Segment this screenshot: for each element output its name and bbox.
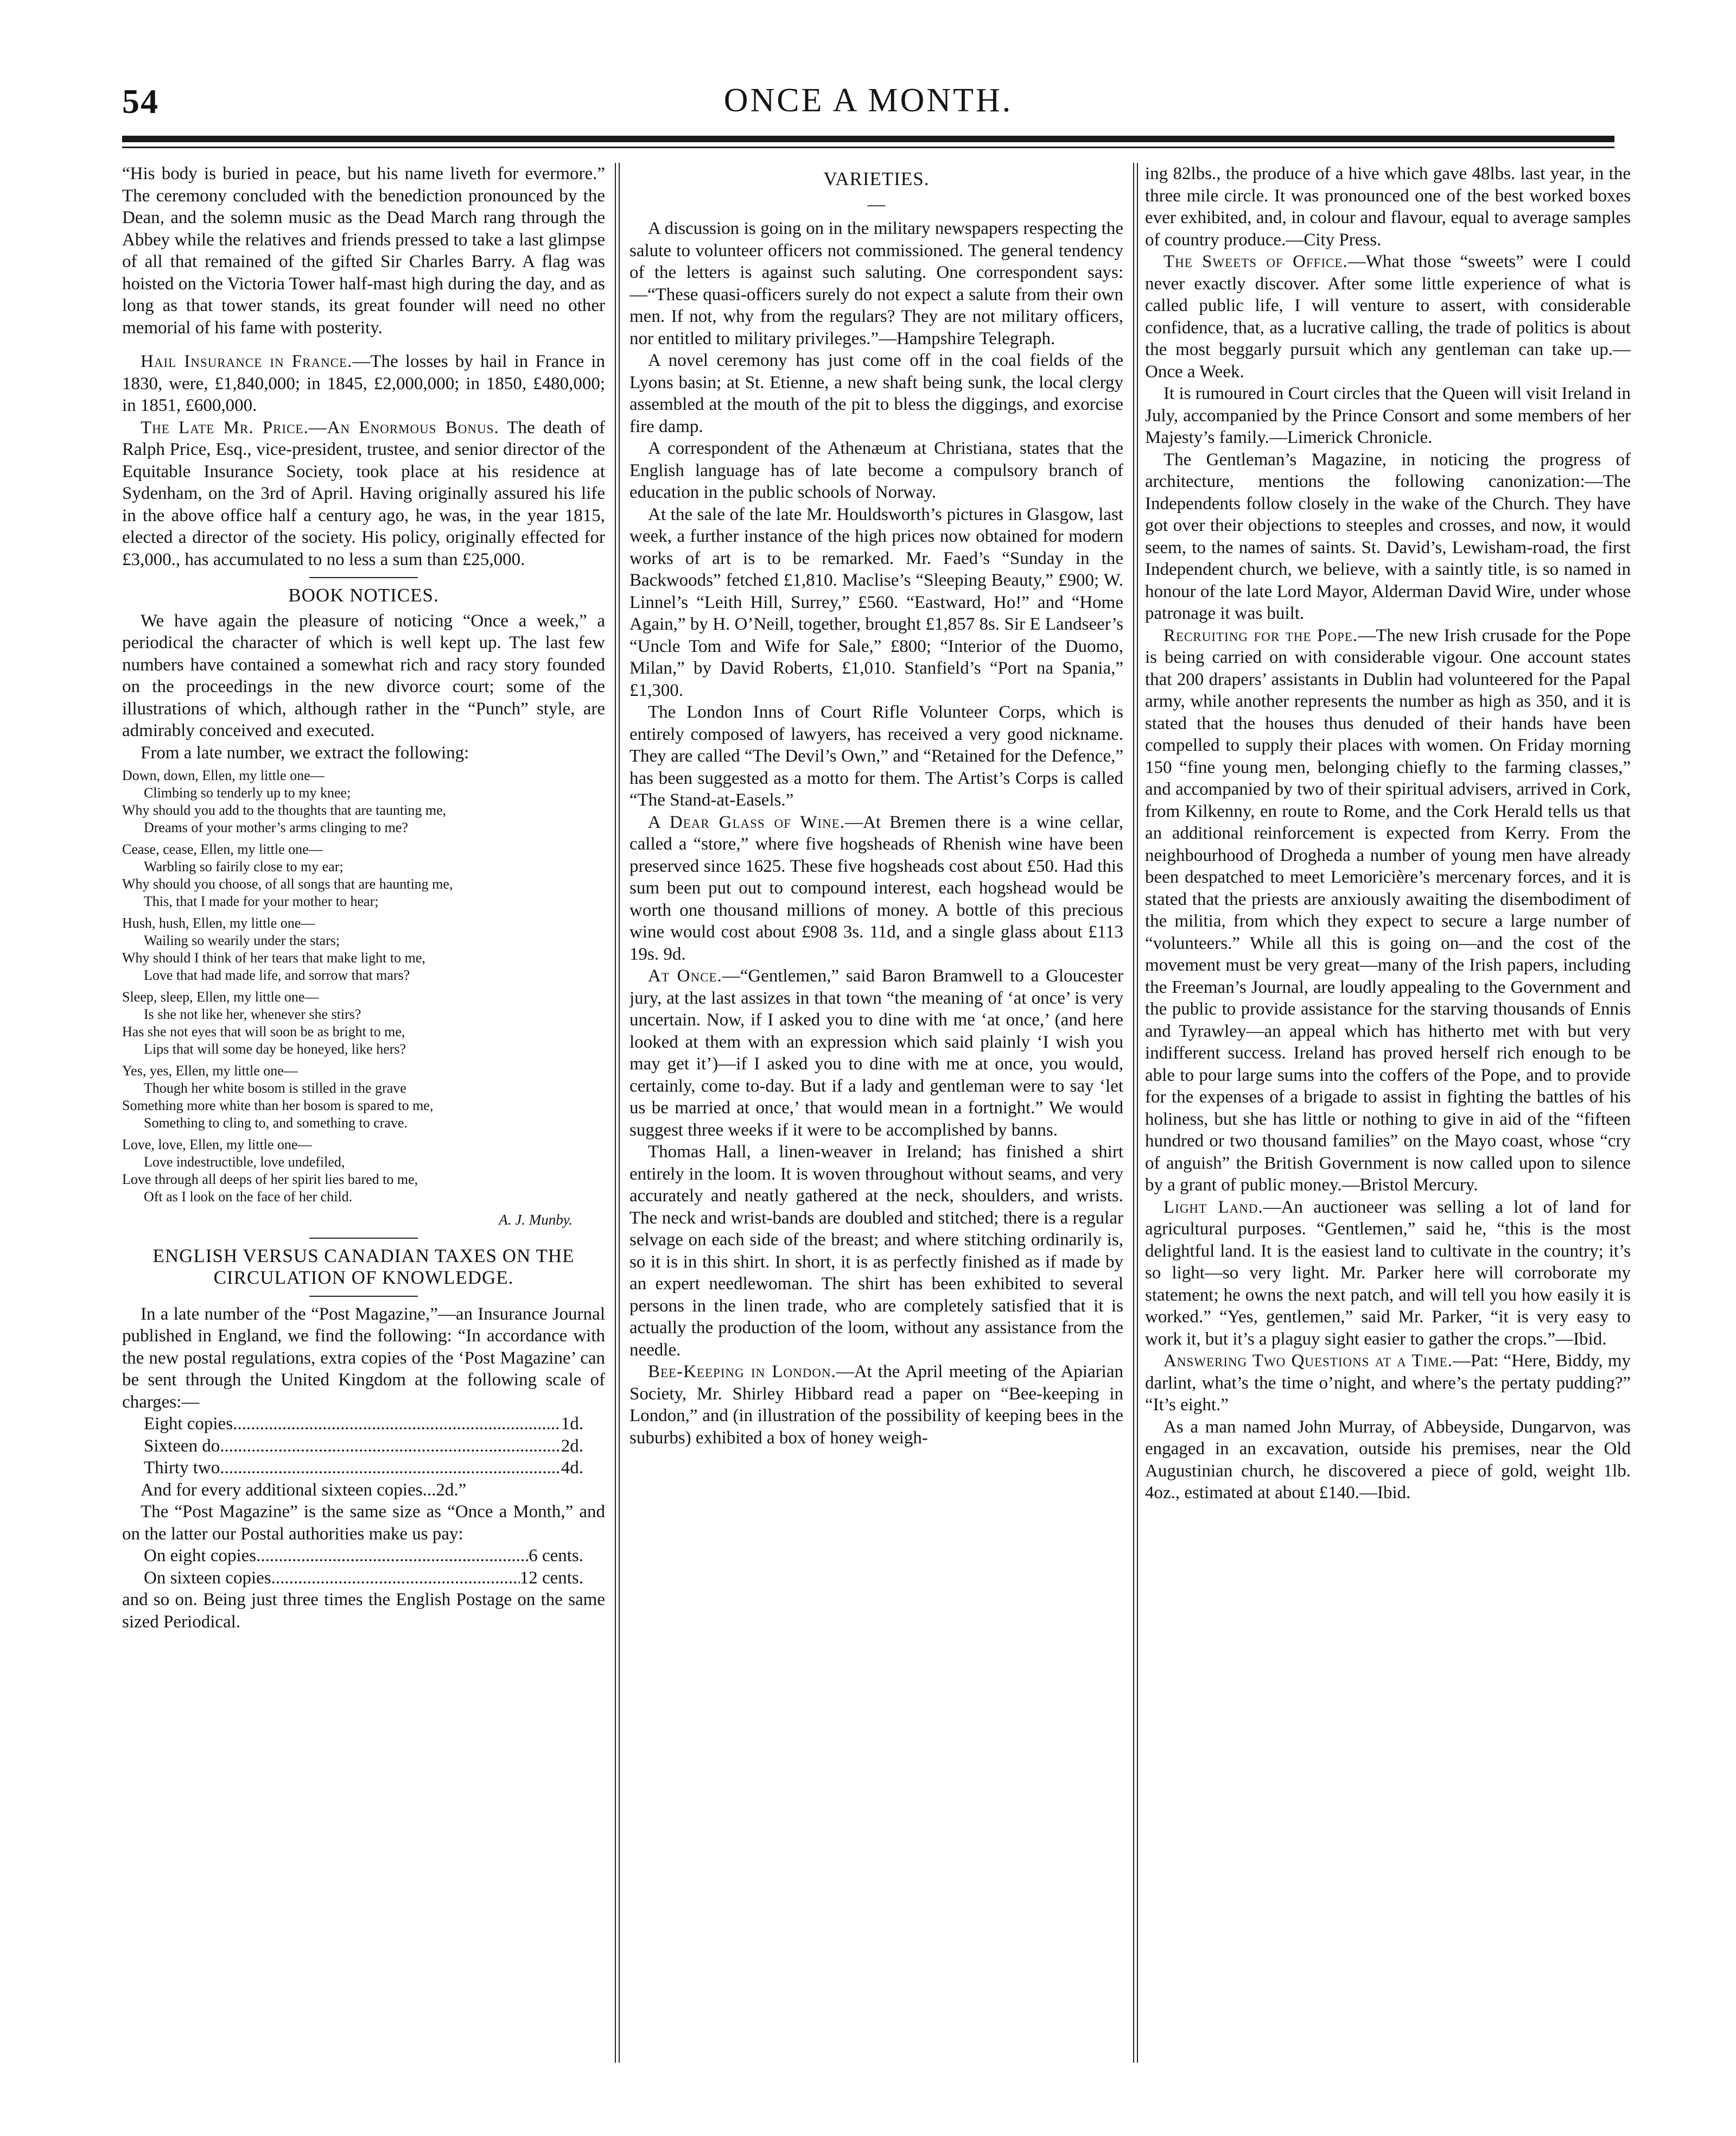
page-header [122, 81, 1614, 125]
heading-book-notices: BOOK NOTICES. [288, 585, 439, 606]
poem-line: Something more white than her bosom is spared to me, [122, 1098, 434, 1113]
poem-stanza-break [122, 1132, 605, 1136]
header-rule-thick [122, 136, 1614, 142]
poem-line: Why should I think of her tears that make light to me, [122, 950, 425, 966]
article-abbey-funeral: “His body is buried in peace, but his name liveth for evermore.” The ceremony concluded with the benediction pronounced by the Dean, and the solemn music as the Dead March rang through the Abbey while the relatives and friends pressed to take a last glimpse of all that remained of the gifted Sir Charles Barry. A flag was hoisted on the Victoria Tower half-mast high during the day, and as long as that tower stands, its great founder will need no other memorial of his fame with posterity. [122, 164, 605, 338]
article-at-once: At Once.—“Gentlemen,” said Baron Bramwell to a Gloucester jury, at the last assizes in that town “the meaning of ‘at once’ is very uncertain. Now, if I asked you to dine with me ‘at once,’ (and here looked at them with an expression which said plainly ‘I wish you may get it’)—if I asked you to dine with me at once, you would, certainly, come to-day. But if a lady and gentleman were to say ‘let us be married at once,’ that would mean in a fortnight.” We would suggest three weeks if it were to be accomplished by banns. [629, 966, 1123, 1140]
poem-line: Cease, cease, Ellen, my little one— [122, 841, 323, 857]
article-athenaeum: A correspondent of the Athenæum at Christiana, states that the English language has of late become a compulsory branch of education in the public schools of Norway. [629, 439, 1123, 502]
lead-dear-glass-of-wine: A Dear Glass of Wine. [648, 812, 845, 832]
book-notices-intro: From a late number, we extract the following: [141, 743, 469, 763]
lead-recruiting-for-pope: Recruiting for the Pope. [1163, 625, 1358, 645]
poem-line: Why should you add to the thoughts that are taunting me, [122, 802, 447, 818]
article-linen-shirt: Thomas Hall, a linen-weaver in Ireland; has finished a shirt entirely in the loom. It is woven throughout without seams, and very accurately and neatly gathered at the neck, shoulders, and wrists. The neck and wrist-bands are doubled and stitched; there is a regular selvage on each side of the breast; and where stitching ordinarily is, so it is in this shirt. In short, it is as perfectly finished as if made by an expert needlewoman. The shirt has been exhibited to several persons in the linen trade, who are completely satisfied that it is actually the production of the loom, without any assistance from the needle. [629, 1142, 1123, 1360]
dot-leader [220, 1457, 561, 1479]
article-lyons-ceremony: A novel ceremony has just come off in the coal fields of the Lyons basin; at St. Etienne, a new shaft being sunk, the local clergy assembled at the mouth of the pit to bless the diggings, and exorcise fire damp. [629, 351, 1123, 436]
heading-dash: — [867, 194, 886, 214]
poem-line: Though her white bosom is stilled in the grave [144, 1080, 406, 1096]
poem-line: Love through all deeps of her spirit lies bared to me, [122, 1171, 418, 1187]
rate-label: Eight copies [144, 1414, 233, 1434]
column-1 [122, 163, 605, 2074]
dot-leader [220, 1435, 561, 1457]
poem-stanza-break [122, 984, 605, 988]
poem-stanza-break [122, 910, 605, 915]
article-gentlemans-magazine: The Gentleman’s Magazine, in noticing the progress of architecture, mentions the following canonization:—The Independents follow closely in the wake of the Church. They have got over their objections to steeples and crosses, and now, it would seem, to the names of saints. St. David’s, Lewisham-road, the first Independent church, we believe, with a saintly title, is so named in honour of the late Lord Mayor, Alderman David Wire, under whose patronage it was built. [1145, 449, 1631, 623]
dot-leader [256, 1545, 529, 1567]
article-hail-insurance: Hail Insurance in France.—The losses by hail in France in 1830, were, £1,840,000; in 1845, £2,000,000; in 1850, £480,000; in 1851, £600,000. [122, 352, 605, 415]
article-bee-keeping-cont: ing 82lbs., the produce of a hive which gave 48lbs. last year, in the three mile circle. It was pronounced one of the best worked boxes ever exhibited, and, in colour and flavour, equal to average samples of country produce.—City Press. [1145, 164, 1631, 250]
poem-line: Lips that will some day be honeyed, like hers? [144, 1041, 406, 1057]
article-inns-of-court: The London Inns of Court Rifle Volunteer Corps, which is entirely composed of lawyers, has received a very good nickname. They are called “The Devil’s Own,” and “Retained for the Defence,” has been suggested as a motto for them. The Artist’s Corps is called “The Stand-at-Easels.” [629, 702, 1123, 810]
lead-bee-keeping: Bee-Keeping in London. [648, 1362, 836, 1381]
rate-row [122, 1413, 605, 1435]
article-gold-discovery: As a man named John Murray, of Abbeyside, Dungarvon, was engaged in an excavation, outside his premises, near the Old Augustinian church, he discovered a piece of gold, weight 1lb. 4oz., estimated at about £140.—Ibid. [1145, 1417, 1631, 1503]
article-postal-taxes-end: and so on. Being just three times the English Postage on the same sized Periodical. [122, 1590, 605, 1632]
rate-row [122, 1457, 605, 1479]
rate-label: On eight copies [144, 1546, 257, 1565]
rate-label: Thirty two [144, 1458, 220, 1478]
poem-line: Wailing so wearily under the stars; [144, 933, 340, 948]
article-dear-glass-of-wine: A Dear Glass of Wine.—At Bremen there is a wine cellar, called a “store,” where five hogsheads of Rhenish wine have been preserved since 1625. These five hogsheads cost about £50. Had this sum been put out to compound interest, each hogshead would be worth one thousand millions of money. A bottle of this precious wine would cost about £908 3s. 11d, and a single glass about £113 19s. 9d. [629, 812, 1123, 964]
rate-value: 4d. [561, 1458, 583, 1478]
rate-extra: And for every additional sixteen copies...2d.” [141, 1480, 467, 1500]
poem-stanza-break [122, 1058, 605, 1062]
poem-line: Climbing so tenderly up to my knee; [144, 785, 351, 801]
heading-varieties: VARIETIES. [823, 168, 930, 189]
poem-stanza-break [122, 836, 605, 841]
dot-leader [271, 1567, 520, 1589]
poem-line: Warbling so fairily close to my ear; [144, 859, 344, 874]
rate-label: On sixteen copies [144, 1568, 271, 1588]
article-answering-two-questions: Answering Two Questions at a Time.—Pat: “Here, Biddy, my darlint, what’s the time o’night, and where’s the pertaty pudding?” “It’s eight.” [1145, 1351, 1631, 1415]
article-houldsworth-sale: At the sale of the late Mr. Houldsworth’s pictures in Glasgow, last week, a further instance of the high prices now obtained for modern works of art is to be remarked. Mr. Faed’s “Sunday in the Backwoods” fetched £1,810. Maclise’s “Sleeping Beauty,” £900; W. Linnel’s “Leith Hill, Surrey,” £560. “Eastward, Ho!” and “Home Again,” by H. O’Neill, together, brought £1,857 8s. Sir E Landseer’s “Uncle Tom and Wife for Sale,” £800; “Interior of the Duomo, Milan,” by David Roberts, £1,010. Stanfield’s “Port na Spania,” £1,300. [629, 504, 1123, 700]
section-rule [309, 1238, 418, 1239]
poem-line: Love, love, Ellen, my little one— [122, 1137, 312, 1152]
rate-value: 12 cents. [519, 1568, 583, 1588]
rate-label: Sixteen do [144, 1436, 220, 1456]
column-2 [629, 163, 1123, 2074]
article-book-notices: We have again the pleasure of noticing “Once a week,” a periodical the character of which is well kept up. The last few numbers have contained a somewhat rich and racy story founded on the proceedings in the new divorce court; some of the illustrations of which, although rather in the “Punch” style, are admirably conceived and executed. [122, 611, 605, 740]
lead-sweets-of-office: The Sweets of Office. [1163, 252, 1348, 271]
dot-leader [233, 1413, 561, 1435]
rate-row [122, 1435, 605, 1457]
poem-line: Dreams of your mother’s arms clinging to me? [144, 820, 408, 835]
poem [122, 767, 605, 1206]
article-sweets-of-office: The Sweets of Office.—What those “sweets” were I could never exactly discover. After some little experience of what is called public life, I will venture to assert, with considerable confidence, that, as a lucrative calling, the trade of politics is about the most beggarly pursuit which any gentleman can take up.—Once a Week. [1145, 252, 1631, 382]
rate-value: 1d. [561, 1414, 583, 1434]
poem-line: Love that had made life, and sorrow that mars? [144, 967, 410, 983]
poem-line: Hush, hush, Ellen, my little one— [122, 915, 315, 931]
rate-value: 6 cents. [529, 1546, 583, 1565]
lead-late-mr-price: The Late Mr. Price.—An Enormous Bonus. [141, 417, 499, 438]
poem-line: Oft as I look on the face of her child. [144, 1189, 353, 1205]
poem-line: Has she not eyes that will soon be as bright to me, [122, 1024, 405, 1040]
rate-row [122, 1545, 605, 1567]
canadian-rate-table [122, 1545, 605, 1589]
heading-english-vs-canadian: ENGLISH VERSUS CANADIAN TAXES ON THE CIRCULATION OF KNOWLEDGE. [152, 1245, 575, 1288]
poem-line: Down, down, Ellen, my little one— [122, 768, 325, 783]
section-rule [309, 577, 418, 578]
poem-line: Is she not like her, whenever she stirs? [144, 1006, 361, 1022]
article-postal-taxes: In a late number of the “Post Magazine,”—an Insurance Journal published in England, we find the following: “In accordance with the new postal regulations, extra copies of the ‘Post Magazine’ can be sent through the United Kingdom at the following scale of charges:— [122, 1304, 605, 1412]
header-rule-thin [122, 147, 1614, 148]
lead-answering-two-questions: Answering Two Questions at a Time. [1163, 1351, 1453, 1371]
lead-light-land: Light Land. [1163, 1197, 1263, 1217]
article-late-mr-price: The Late Mr. Price.—An Enormous Bonus. The death of Ralph Price, Esq., vice-president, trustee, and senior director of the Equitable Insurance Society, took place at his residence at Sydenham, on the 3rd of April. Having originally assured his life in the above office half a century ago, he was, in the year 1815, elected a director of the society. His policy, originally effected for £3,000., has accumulated to no less a sum than £25,000. [122, 417, 605, 569]
uk-rate-table [122, 1413, 605, 1479]
poem-signature: A. J. Munby. [499, 1212, 573, 1228]
poem-line: Why should you choose, of all songs that are haunting me, [122, 876, 453, 892]
poem-line: Love indestructible, love undefiled, [144, 1154, 345, 1170]
lead-hail-insurance: Hail Insurance in France. [141, 352, 353, 371]
rate-value: 2d. [561, 1436, 583, 1456]
section-rule [309, 1296, 418, 1297]
page-number: 54 [122, 82, 159, 121]
poem-line: Yes, yes, Ellen, my little one— [122, 1063, 298, 1079]
rate-row [122, 1567, 605, 1589]
column-3 [1145, 163, 1631, 2074]
article-military-salute: A discussion is going on in the military newspapers respecting the salute to volunteer officers not commissioned. The general tendency of the letters is against such saluting. One correspondent says:—“These quasi-officers surely do not expect a salute from their own men. If not, why from the regulars? They are not military officers, nor entitled to military privileges.”—Hampshire Telegraph. [629, 219, 1123, 348]
article-queen-ireland: It is rumoured in Court circles that the Queen will visit Ireland in July, accompanied by the Prince Consort and some members of her Majesty’s family.—Limerick Chronicle. [1145, 384, 1631, 447]
column-separator-2 [1133, 163, 1138, 2063]
article-postal-taxes-cont: The “Post Magazine” is the same size as “Once a Month,” and on the latter our Postal authorities make us pay: [122, 1502, 605, 1544]
article-recruiting-for-pope: Recruiting for the Pope.—The new Irish crusade for the Pope is being carried on with considerable vigour. One account states that 200 drapers’ assistants in Dublin had volunteered for the Papal army, while another represents the number as high as 350, and it is stated that the houses thus denuded of their hands have been compelled to supply their places with women. On Friday morning 150 “fine young men, belonging chiefly to the farming classes,” and accompanied by two of their spiritual advisers, arrived in Cork, from Kilkenny, en route to Rome, and the Cork Herald tells us that an additional reinforcement is expected from Kerry. From the neighbourhood of Drogheda a number of young men have already been despatched to meet Lemoricière’s mercenary forces, and it is stated that the priests are anxiously awaiting the disembodiment of the militia, from which they expect to secure a large number of “volunteers.” While all this is going on—and the cost of the movement must be very great—many of the Irish papers, including the Freeman’s Journal, are loudly appealing to the Government and the public to provide assistance for the starving thousands of Ennis and Tyrawley—an appeal which has hitherto met with but very indifferent success. Ireland has proved herself rich enough to be able to pour large sums into the coffers of the Pope, and to provide for the expenses of a brigade to assist in fighting the battles of his holiness, but she has little or nothing to give in aid of the “fifteen hundred or two thousand families” on the Mayo coast, whose “cry of anguish” the British Government is now called upon to silence by a grant of public money.—Bristol Mercury. [1145, 625, 1631, 1195]
article-light-land: Light Land.—An auctioneer was selling a lot of land for agricultural purposes. “Gentlemen,” said he, “this is the most delightful land. It is the easiest land to cultivate in the country; it’s so light—so very light. Mr. Parker here will corroborate my statement; he owns the next patch, and will tell you how easily it is worked.” “Yes, gentlemen,” said Mr. Parker, “it is very easy to work it, but it’s a plaguy sight easier to gather the crops.”—Ibid. [1145, 1197, 1631, 1349]
column-separator-1 [615, 163, 620, 2063]
running-title: ONCE A MONTH. [723, 82, 1013, 119]
article-bee-keeping: Bee-Keeping in London.—At the April meeting of the Apiarian Society, Mr. Shirley Hibbard read a paper on “Bee-keeping in London,” and (in illustration of the possibility of keeping bees in the suburbs) exhibited a box of honey weigh- [629, 1362, 1123, 1448]
poem-line: Something to cling to, and something to crave. [144, 1115, 408, 1131]
poem-line: Sleep, sleep, Ellen, my little one— [122, 989, 319, 1005]
poem-line: This, that I made for your mother to hear; [144, 893, 379, 909]
lead-at-once: At Once. [648, 966, 722, 986]
